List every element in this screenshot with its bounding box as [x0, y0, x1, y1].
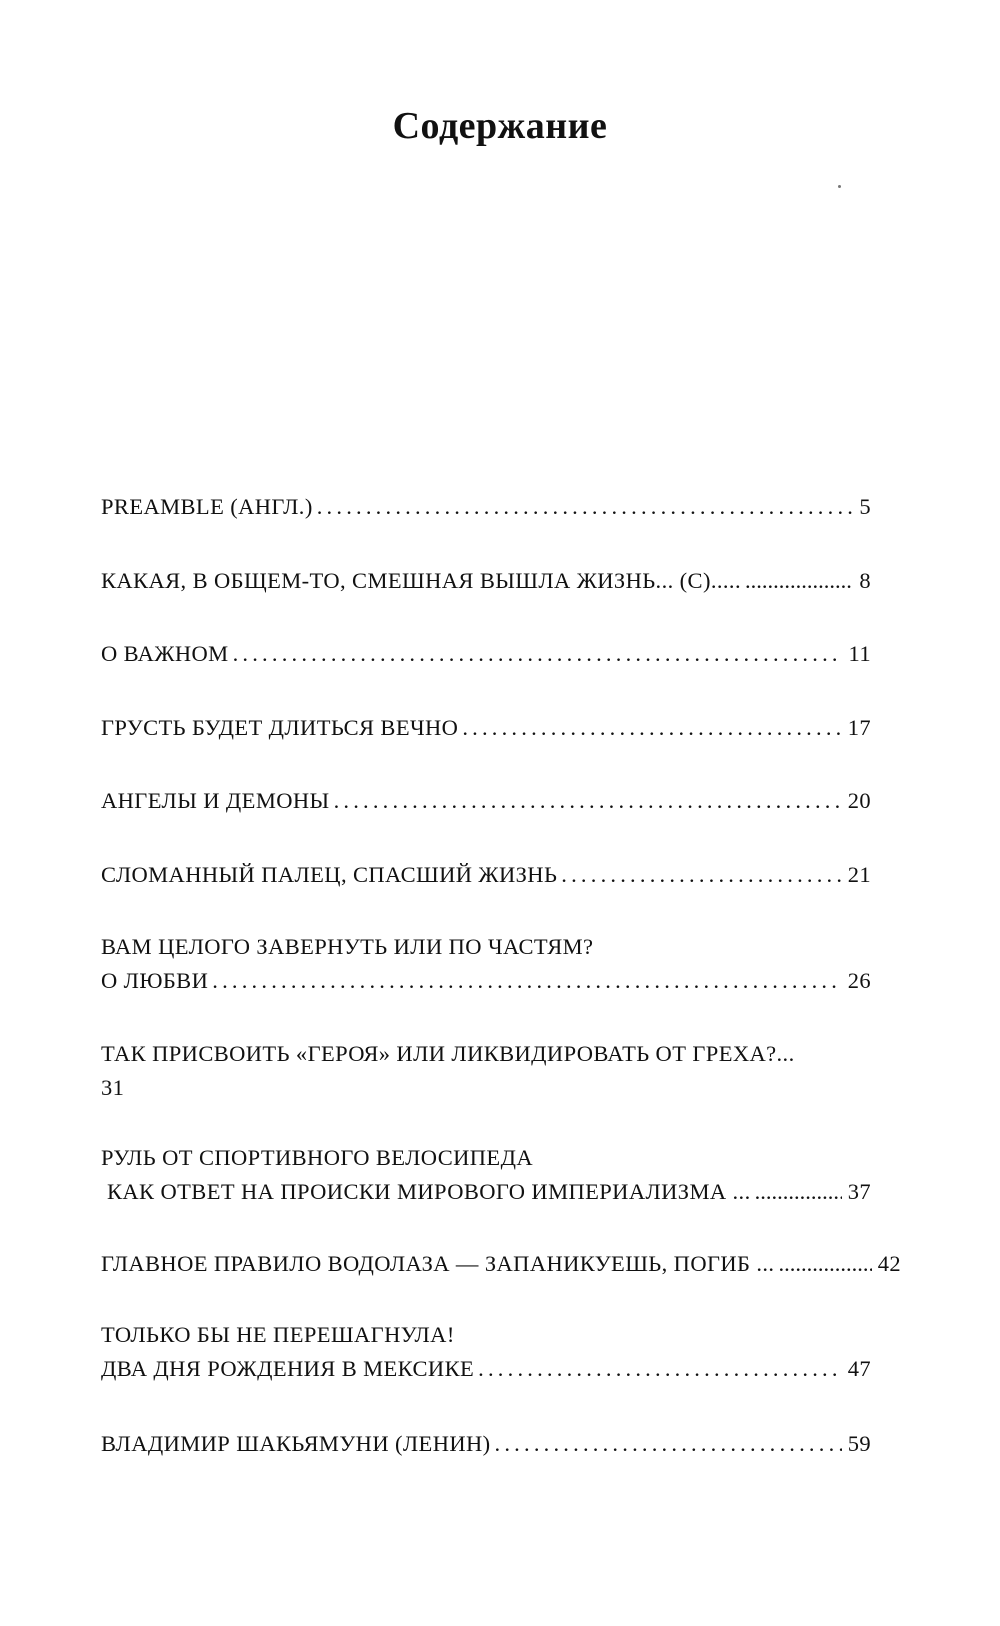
toc-entry-diver: [101, 1247, 901, 1281]
toc-leader-dots: [462, 711, 841, 745]
toc-entry-mexico: [101, 1318, 901, 1386]
toc-entry-broken-finger: [101, 858, 901, 892]
toc-entry-title: О ВАЖНОМ: [101, 641, 229, 666]
toc-entry-page: 26: [847, 968, 871, 993]
toc-leader-dots: [233, 637, 843, 671]
toc-entry-important: [101, 637, 901, 671]
toc-entry-hero: [101, 1037, 901, 1105]
toc-entry-page: 31: [101, 1075, 125, 1100]
toc-entry-subtitle: ДВА ДНЯ РОЖДЕНИЯ В МЕКСИКЕ: [101, 1356, 475, 1381]
toc-entry-angels: [101, 784, 901, 818]
toc-entry-sadness: [101, 711, 901, 745]
toc-leader-dots: [212, 964, 841, 998]
toc-entry-title: ТАК ПРИСВОИТЬ «ГЕРОЯ» ИЛИ ЛИКВИДИРОВАТЬ ОТ ГРЕХА?...: [101, 1041, 795, 1066]
toc-entry-page: 8: [859, 568, 871, 593]
toc-entry-title: СЛОМАННЫЙ ПАЛЕЦ, СПАСШИЙ ЖИЗНЬ: [101, 862, 558, 887]
toc-entry-title: АНГЕЛЫ И ДЕМОНЫ: [101, 788, 330, 813]
toc-entry-page: 17: [847, 715, 871, 740]
toc-entry-funny-life: [101, 564, 901, 598]
toc-leader-dots: [478, 1352, 842, 1386]
toc-entry-page: 21: [847, 862, 871, 887]
toc-leader-dots: [334, 784, 842, 818]
page-title: Содержание: [392, 105, 608, 147]
toc-entry-subtitle: О ЛЮБВИ: [101, 968, 209, 993]
toc-leader-dots: [317, 490, 854, 524]
toc-entry-handlebar: [101, 1141, 901, 1209]
toc-entry-title: РУЛЬ ОТ СПОРТИВНОГО ВЕЛОСИПЕДА: [101, 1145, 533, 1170]
toc-leader-dots: [495, 1427, 842, 1461]
toc-entry-title: ВЛАДИМИР ШАКЬЯМУНИ (ЛЕНИН): [101, 1431, 491, 1456]
toc-entry-subtitle: КАК ОТВЕТ НА ПРОИСКИ МИРОВОГО ИМПЕРИАЛИЗМА ...: [107, 1179, 751, 1204]
toc-entry-title: ВАМ ЦЕЛОГО ЗАВЕРНУТЬ ИЛИ ПО ЧАСТЯМ?: [101, 934, 594, 959]
toc-entry-page: 47: [847, 1356, 871, 1381]
toc-entry-page: 37: [847, 1179, 871, 1204]
toc-entry-love: [101, 930, 901, 998]
toc-entry-title: ГРУСТЬ БУДЕТ ДЛИТЬСЯ ВЕЧНО: [101, 715, 459, 740]
toc-entry-title: КАКАЯ, В ОБЩЕМ-ТО, СМЕШНАЯ ВЫШЛА ЖИЗНЬ... (С).....: [101, 568, 741, 593]
toc-entry-page: 20: [847, 788, 871, 813]
toc-entry-title: ГЛАВНОЕ ПРАВИЛО ВОДОЛАЗА — ЗАПАНИКУЕШЬ, ПОГИБ ...: [101, 1251, 775, 1276]
toc-leader-dots: [561, 858, 841, 892]
toc-entry-page: 5: [859, 494, 871, 519]
toc-entry-title: ТОЛЬКО БЫ НЕ ПЕРЕШАГНУЛА!: [101, 1322, 455, 1347]
toc-entry-title: PREAMBLE (АНГЛ.): [101, 494, 313, 519]
toc-entry-page: 42: [877, 1251, 901, 1276]
toc-entry-page: 11: [848, 641, 871, 666]
toc-entry-page: 59: [847, 1431, 871, 1456]
toc-entry-preamble: [101, 490, 901, 524]
toc-entry-shakyamuni: [101, 1427, 901, 1461]
